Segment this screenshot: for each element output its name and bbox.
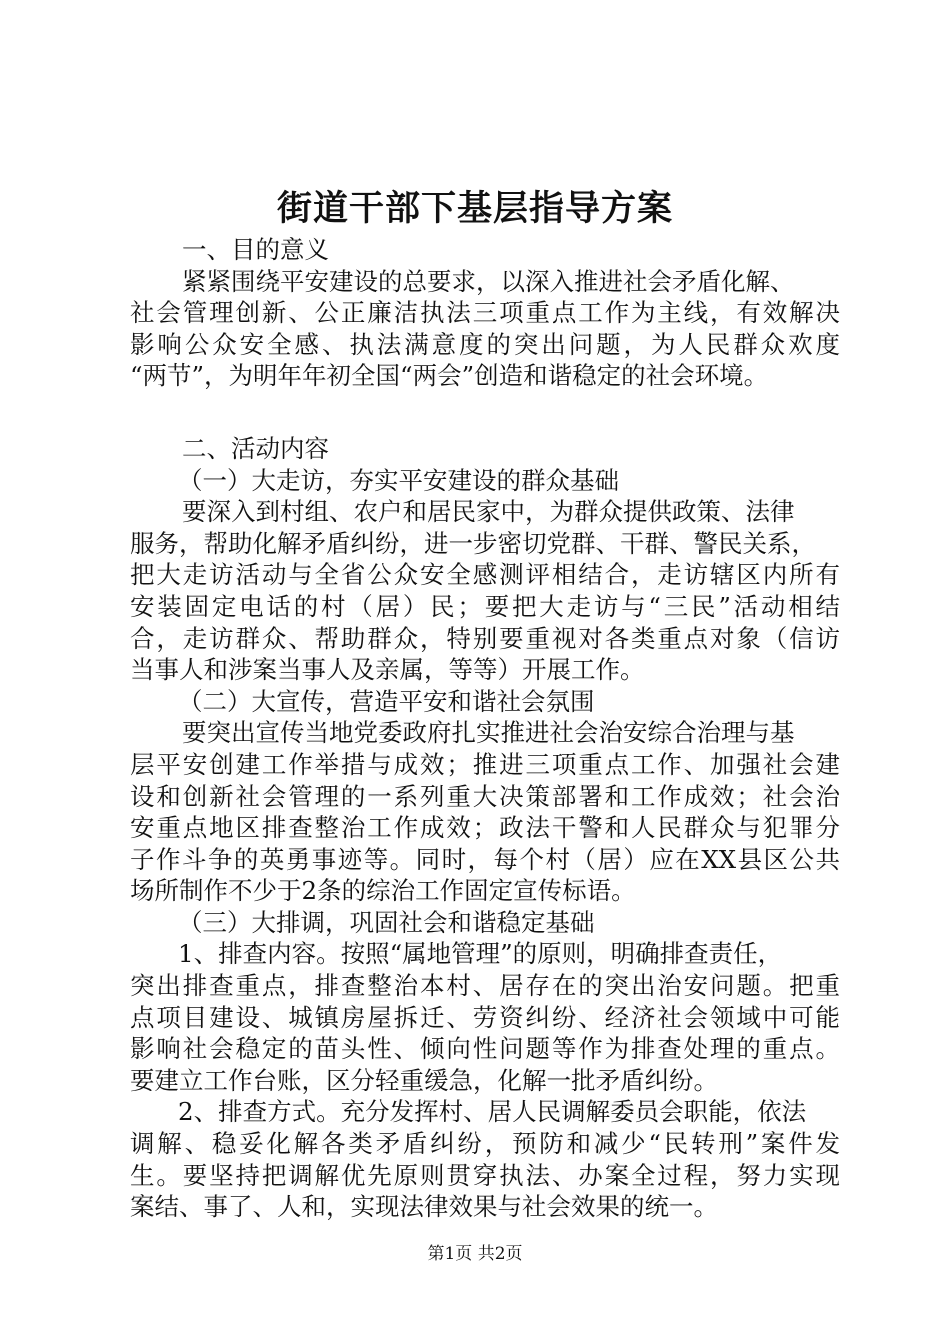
paragraph-line: 把大走访活动与全省公众安全感测评相结合，走访辖区内所有 xyxy=(130,560,840,590)
subsection-heading-visit: （一）大走访，夯实平安建设的群众基础 xyxy=(178,465,619,495)
document-body xyxy=(130,234,840,1223)
section-heading-purpose: 一、目的意义 xyxy=(182,235,329,264)
paragraph-gap xyxy=(130,392,840,433)
paragraph-line: 设和创新社会管理的一系列重大决策部署和工作成效；社会治 xyxy=(130,781,840,811)
paragraph-line: 案结、事了、人和，实现法律效果与社会效果的统一。 xyxy=(130,1192,718,1222)
paragraph-line: 安重点地区排查整治工作成效；政法干警和人民群众与犯罪分 xyxy=(130,813,840,843)
paragraph-line: 突出排查重点，排查整治本村、居存在的突出治安问题。把重 xyxy=(130,971,840,1001)
paragraph-line: 影响社会稳定的苗头性、倾向性问题等作为排查处理的重点。 xyxy=(130,1034,840,1064)
paragraph-line: 要突出宣传当地党委政府扎实推进社会治安综合治理与基 xyxy=(182,718,795,748)
paragraph-line: 安装固定电话的村（居）民；要把大走访与“三民”活动相结 xyxy=(130,591,840,621)
document-title: 街道干部下基层指导方案 xyxy=(276,188,673,229)
paragraph-line: 子作斗争的英勇事迹等。同时，每个村（居）应在XX县区公共 xyxy=(130,844,840,874)
page-footer: 第1页 共2页 xyxy=(427,1244,523,1264)
paragraph-line: 服务，帮助化解矛盾纠纷，进一步密切党群、干群、警民关系， xyxy=(130,528,816,558)
paragraph-line: 生。要坚持把调解优先原则贯穿执法、办案全过程，努力实现 xyxy=(130,1160,840,1190)
paragraph-line: 调解、稳妥化解各类矛盾纠纷，预防和减少“民转刑”案件发 xyxy=(130,1129,840,1159)
paragraph-line: 社会管理创新、公正廉洁执法三项重点工作为主线，有效解决 xyxy=(130,298,840,328)
paragraph-line: 2、排查方式。充分发挥村、居人民调解委员会职能，依法 xyxy=(178,1097,807,1127)
paragraph-line: 当事人和涉案当事人及亲属，等等）开展工作。 xyxy=(130,655,645,685)
paragraph-line: 合，走访群众、帮助群众，特别要重视对各类重点对象（信访 xyxy=(130,623,840,653)
paragraph-line: 要建立工作台账，区分轻重缓急，化解一批矛盾纠纷。 xyxy=(130,1065,718,1095)
paragraph-line: 1、排查内容。按照“属地管理”的原则，明确排查责任， xyxy=(178,939,783,969)
subsection-heading-mediation: （三）大排调，巩固社会和谐稳定基础 xyxy=(178,907,595,937)
section-heading-activities: 二、活动内容 xyxy=(182,433,329,463)
paragraph-line: 要深入到村组、农户和居民家中，为群众提供政策、法律 xyxy=(182,497,795,527)
paragraph-line: 层平安创建工作举措与成效；推进三项重点工作、加强社会建 xyxy=(130,749,840,779)
paragraph-line: “两节”，为明年年初全国“两会”创造和谐稳定的社会环境。 xyxy=(130,361,769,391)
subsection-heading-publicity: （二）大宣传，营造平安和谐社会氛围 xyxy=(178,686,595,716)
paragraph-line: 紧紧围绕平安建设的总要求，以深入推进社会矛盾化解、 xyxy=(182,266,795,296)
paragraph-line: 点项目建设、城镇房屋拆迁、劳资纠纷、经济社会领域中可能 xyxy=(130,1002,840,1032)
paragraph-line: 场所制作不少于2条的综治工作固定宣传标语。 xyxy=(130,876,636,906)
paragraph-line: 影响公众安全感、执法满意度的突出问题，为人民群众欢度 xyxy=(130,329,840,359)
